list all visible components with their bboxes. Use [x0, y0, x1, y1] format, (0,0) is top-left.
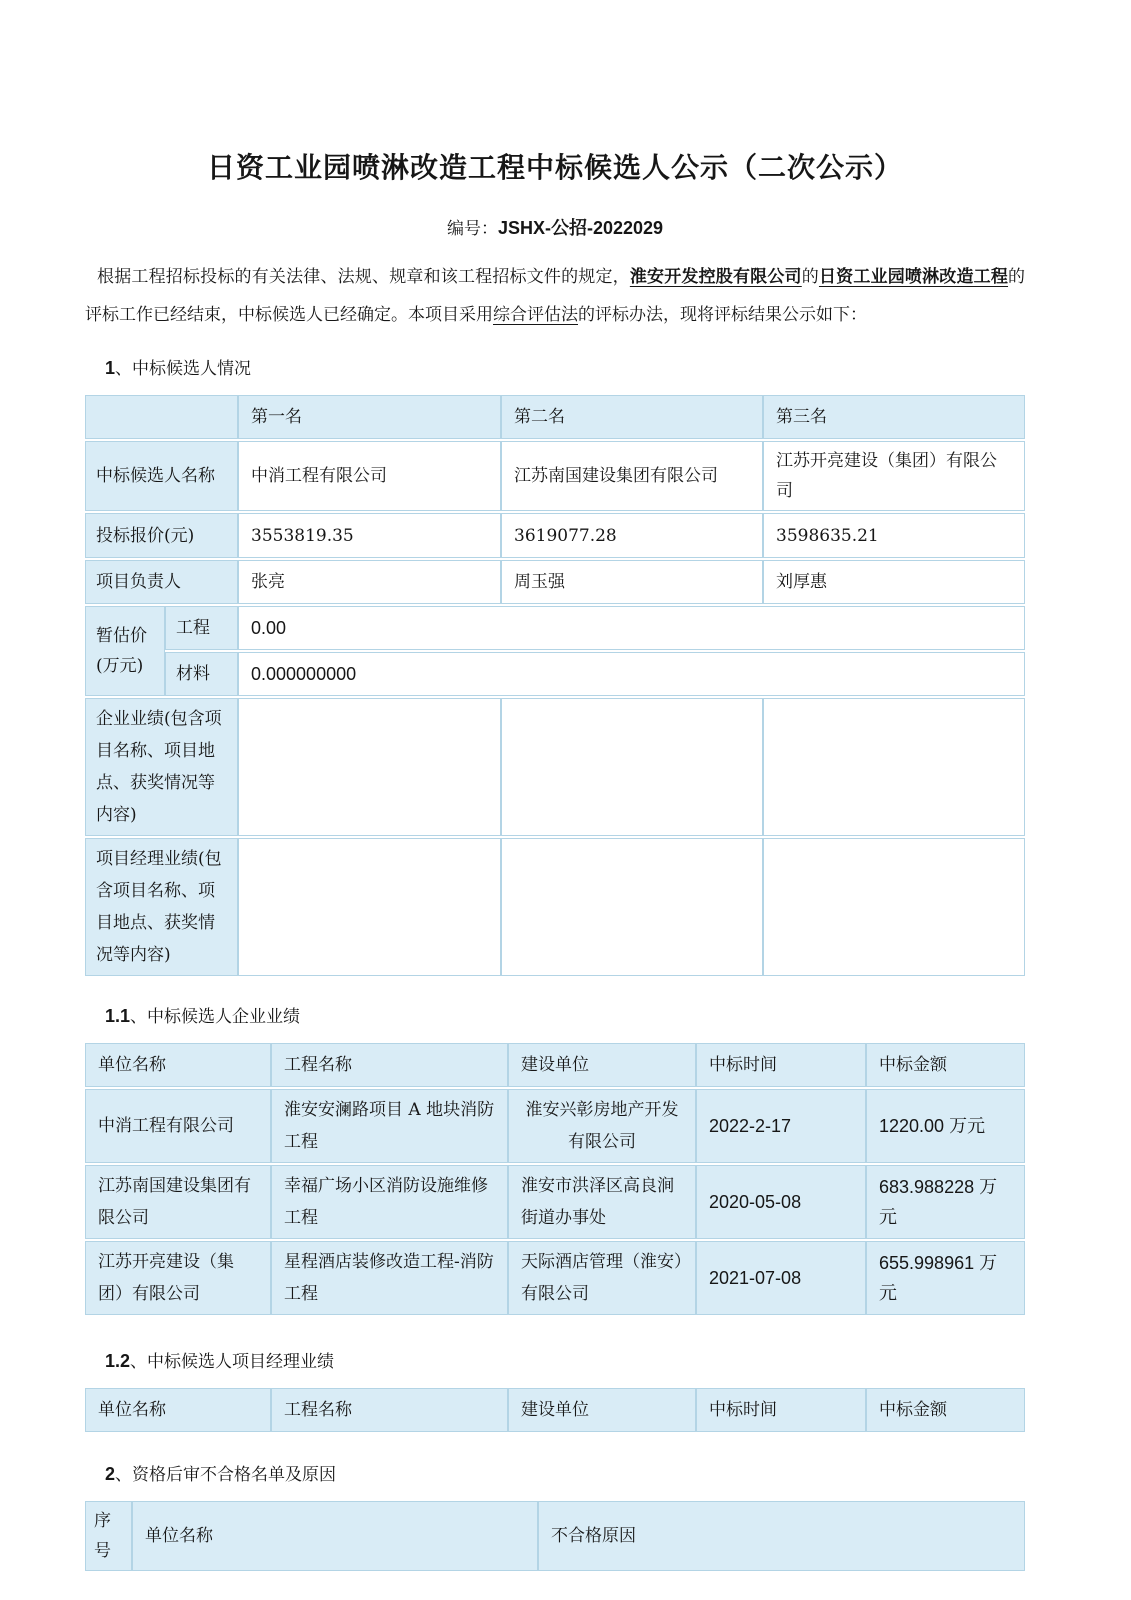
table-cell-empty [501, 838, 763, 976]
table-cell: 江苏开亮建设（集团）有限公司 [763, 441, 1025, 511]
manager-performance-table [85, 1386, 1025, 1434]
intro-paragraph [85, 258, 1025, 334]
award-date-cell: 2022-2-17 [696, 1089, 866, 1163]
table-row [85, 441, 1025, 511]
column-header: 中标金额 [866, 1388, 1025, 1432]
table-header-row [85, 1388, 1025, 1432]
table-cell: 周玉强 [501, 560, 763, 604]
unit-name-cell: 中消工程有限公司 [85, 1089, 271, 1163]
table-cell: 中消工程有限公司 [238, 441, 501, 511]
row-label: 投标报价(元) [85, 513, 238, 558]
column-header-rank1: 第一名 [238, 395, 501, 439]
page-title: 日资工业园喷淋改造工程中标候选人公示（二次公示） [206, 151, 903, 184]
enterprise-performance-table [85, 1041, 1025, 1317]
section-1-2-title: 、中标候选人项目经理业绩 [130, 1352, 335, 1372]
table-cell: 3619077.28 [501, 513, 763, 558]
table-cell-empty [763, 838, 1025, 976]
award-date-cell: 2021-07-08 [696, 1241, 866, 1315]
provisional-price-row [85, 606, 1025, 650]
column-header: 工程名称 [271, 1388, 508, 1432]
section-1-1-title: 、中标候选人企业业绩 [130, 1007, 301, 1027]
section-1-2-heading [105, 1347, 1025, 1372]
builder-cell: 淮安兴彰房地产开发有限公司 [508, 1089, 696, 1163]
provisional-price-row [85, 652, 1025, 696]
table-cell-empty [763, 698, 1025, 836]
table-row [85, 1241, 1025, 1315]
manager-performance-row [85, 838, 1025, 976]
row-label: 企业业绩(包含项目名称、项目地点、获奖情况等内容) [85, 698, 238, 836]
doc-number-line [85, 214, 1025, 240]
project-name-cell: 幸福广场小区消防设施维修工程 [271, 1165, 508, 1239]
column-header: 建设单位 [508, 1388, 696, 1432]
provisional-label-line1: 暂估价 [96, 626, 147, 646]
table-cell: 3598635.21 [763, 513, 1025, 558]
column-header: 不合格原因 [538, 1501, 1025, 1571]
builder-cell: 淮安市洪泽区高良涧街道办事处 [508, 1165, 696, 1239]
column-header-rank2: 第二名 [501, 395, 763, 439]
table-cell: 江苏南国建设集团有限公司 [501, 441, 763, 511]
table-header-row [85, 1501, 1025, 1571]
builder-cell: 天际酒店管理（淮安）有限公司 [508, 1241, 696, 1315]
column-header: 中标时间 [696, 1388, 866, 1432]
evaluation-method: 综合评估法 [493, 305, 578, 325]
column-header: 工程名称 [271, 1043, 508, 1087]
award-amount-cell: 683.988228 万元 [866, 1165, 1025, 1239]
column-header: 单位名称 [85, 1043, 271, 1087]
doc-number-label: 编号： [446, 219, 498, 239]
section-1-2-number: 1.2 [105, 1351, 131, 1371]
award-amount-cell: 655.998961 万元 [866, 1241, 1025, 1315]
section-1-title: 、中标候选人情况 [115, 359, 252, 379]
intro-seg2: 的 [801, 267, 819, 287]
table-row [85, 1165, 1025, 1239]
column-header: 中标金额 [866, 1043, 1025, 1087]
project-name: 日资工业园喷淋改造工程 [818, 267, 1009, 287]
column-header: 建设单位 [508, 1043, 696, 1087]
table-cell-empty [501, 698, 763, 836]
row-label: 中标候选人名称 [85, 441, 238, 511]
section-2-title: 、资格后审不合格名单及原因 [115, 1465, 337, 1485]
tenderer-name: 淮安开发控股有限公司 [629, 267, 802, 287]
section-1-heading [105, 354, 1025, 379]
provisional-label-line2: (万元) [96, 656, 144, 676]
intro-seg3: 的评标工作已经结束，中标候选人已经确定。本项目采用 [85, 267, 1026, 325]
table-cell-empty [238, 698, 501, 836]
intro-seg4: 的评标办法，现将评标结果公示如下： [578, 305, 867, 325]
column-header-rank3: 第三名 [763, 395, 1025, 439]
section-1-1-heading [105, 1002, 1025, 1027]
section-1-1-number: 1.1 [105, 1006, 131, 1026]
section-2-number: 2 [105, 1464, 116, 1484]
enterprise-performance-row [85, 698, 1025, 836]
column-header: 序号 [85, 1501, 132, 1571]
unit-name-cell: 江苏南国建设集团有限公司 [85, 1165, 271, 1239]
section-1-number: 1 [105, 358, 116, 378]
table-cell: 3553819.35 [238, 513, 501, 558]
row-label: 项目负责人 [85, 560, 238, 604]
table-header-row [85, 395, 1025, 439]
unit-name-cell: 江苏开亮建设（集团）有限公司 [85, 1241, 271, 1315]
doc-number-value: JSHX-公招-2022029 [497, 218, 664, 238]
table-row [85, 560, 1025, 604]
table-row [85, 513, 1025, 558]
table-cell: 张亮 [238, 560, 501, 604]
provisional-price-label [85, 606, 165, 696]
project-name-cell: 淮安安澜路项目 A 地块消防工程 [271, 1089, 508, 1163]
candidates-table [85, 393, 1025, 978]
table-cell-empty [238, 838, 501, 976]
award-date-cell: 2020-05-08 [696, 1165, 866, 1239]
column-header: 单位名称 [132, 1501, 538, 1571]
row-label: 项目经理业绩(包含项目名称、项目地点、获奖情况等内容) [85, 838, 238, 976]
section-2-heading [105, 1460, 1025, 1485]
provisional-engineering-value: 0.00 [238, 606, 1025, 650]
provisional-material-value: 0.000000000 [238, 652, 1025, 696]
table-row [85, 1089, 1025, 1163]
column-header: 中标时间 [696, 1043, 866, 1087]
disqualified-table [85, 1499, 1025, 1573]
sub-row-label: 材料 [165, 652, 238, 696]
project-name-cell: 星程酒店装修改造工程-消防工程 [271, 1241, 508, 1315]
table-header-row [85, 1043, 1025, 1087]
award-amount-cell: 1220.00 万元 [866, 1089, 1025, 1163]
table-cell: 刘厚惠 [763, 560, 1025, 604]
column-header: 单位名称 [85, 1388, 271, 1432]
sub-row-label: 工程 [165, 606, 238, 650]
intro-seg1: 根据工程招标投标的有关法律、法规、规章和该工程招标文件的规定， [97, 267, 630, 287]
column-header-empty [85, 395, 238, 439]
